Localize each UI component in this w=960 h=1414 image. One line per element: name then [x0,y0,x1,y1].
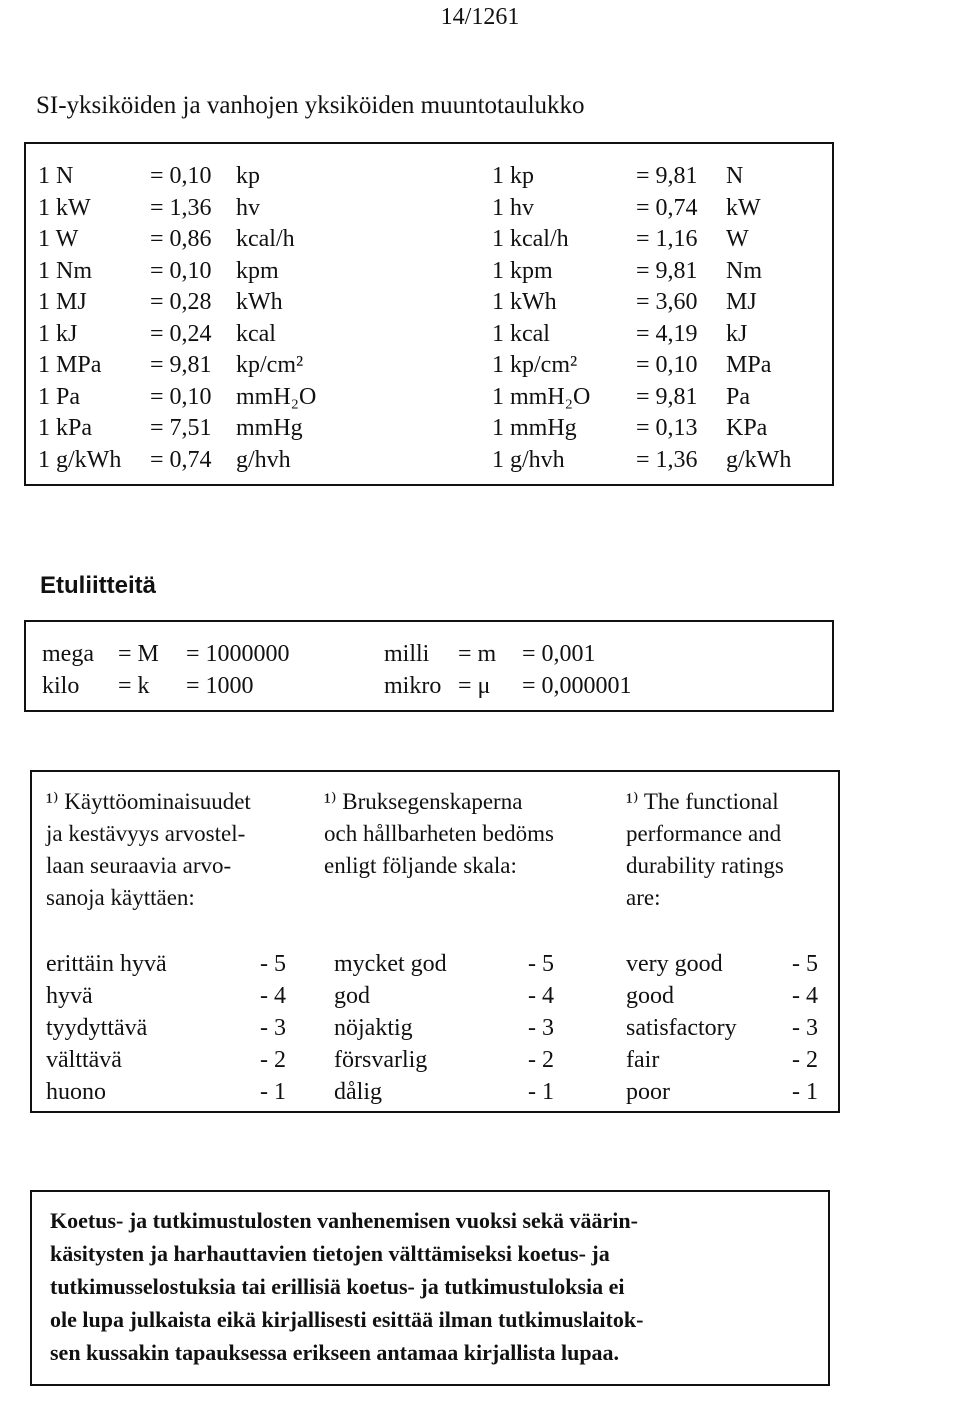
conversion-left-factor: = 0,10 [150,383,212,410]
conversion-left-factor: = 0,10 [150,257,212,284]
prefix-name: mega [42,641,94,667]
conversion-left-target: kWh [236,289,283,315]
conversion-left-target: mmHg [236,415,303,441]
rating-sv-score: - 2 [528,1047,554,1073]
conversion-right-unit: 1 kpm [492,257,553,284]
rating-sv-score: - 1 [528,1079,554,1105]
ratings-en-heading-line: durability ratings [626,853,784,878]
conversion-left-factor: = 0,74 [150,446,212,473]
notice-line: sen kussakin tapauksessa erikseen antamaa kirjallista lupaa. [50,1340,620,1365]
conversion-right-target: Pa [726,383,750,410]
conversion-left-unit: 1 Pa [38,383,80,410]
conversion-left-target: kcal [236,320,276,347]
prefix-symbol-2: = μ [458,673,491,699]
ratings-fi-heading-line: ¹⁾ Käyttöominaisuudet [46,789,251,814]
conversion-right-factor: = 9,81 [636,257,698,284]
ratings-sv-heading-line: ¹⁾ Bruksegenskaperna [324,789,523,814]
conversion-right-factor: = 0,74 [636,194,698,221]
conversion-right-unit: 1 kcal/h [492,226,569,252]
ratings-fi-heading-line: ja kestävyys arvostel- [46,821,246,846]
conversion-right-target: MJ [726,289,757,315]
rating-fi-score: - 2 [260,1047,286,1073]
conversion-left-target: g/hvh [236,446,291,473]
conversion-left-target: kp [236,163,260,189]
conversion-right-target: kW [726,194,761,221]
prefix-value-2: = 0,000001 [522,673,632,699]
prefix-section-title: Etuliitteitä [40,572,157,599]
conversion-right-factor: = 0,10 [636,352,698,378]
prefix-value-2: = 0,001 [522,641,596,667]
notice-text [50,1204,810,1369]
conversion-right-unit: 1 kWh [492,289,557,315]
conversion-left-factor: = 0,28 [150,289,212,315]
conversion-right-factor: = 1,36 [636,446,698,473]
conversion-table [24,142,834,486]
conversion-right-unit: 1 mmH₂O [492,383,591,410]
conversion-left-target: hv [236,194,260,221]
rating-fi-score: - 5 [260,951,286,977]
conversion-right-unit: 1 kp [492,163,534,189]
notice-line: ole lupa julkaista eikä kirjallisesti esittää ilman tutkimuslaitok- [50,1307,644,1332]
rating-fi-label: tyydyttävä [46,1015,148,1041]
prefix-name: kilo [42,673,80,699]
rating-fi-label: hyvä [46,983,93,1009]
rating-fi-score: - 1 [260,1079,286,1105]
conversion-left-target: mmH₂O [236,383,317,410]
conversion-left-unit: 1 kJ [38,320,78,347]
conversion-left-unit: 1 W [38,226,79,252]
ratings-sv-heading-line: och hållbarheten bedöms [324,821,554,846]
conversion-left-unit: 1 MPa [38,352,102,378]
notice-line: Koetus- ja tutkimustulosten vanhenemisen vuoksi sekä väärin- [50,1208,638,1233]
conversion-left-factor: = 0,86 [150,226,212,252]
notice-box [30,1190,830,1386]
rating-en-score: - 4 [792,983,818,1009]
conversion-left-target: kp/cm² [236,352,304,378]
notice-line: tutkimusselostuksia tai erillisiä koetus- ja tutkimustuloksia ei [50,1274,625,1299]
rating-fi-label: erittäin hyvä [46,951,167,977]
ratings-fi-heading-line: laan seuraavia arvo- [46,853,232,878]
rating-sv-label: nöjaktig [334,1015,413,1041]
ratings-table [30,770,840,1113]
rating-en-label: very good [626,951,723,977]
conversion-right-target: g/kWh [726,446,792,473]
rating-en-label: poor [626,1079,670,1105]
conversion-right-target: kJ [726,320,748,347]
rating-en-score: - 5 [792,951,818,977]
prefix-value: = 1000 [186,673,254,699]
conversion-left-factor: = 7,51 [150,415,212,441]
conversion-right-unit: 1 mmHg [492,415,577,441]
conversion-left-target: kcal/h [236,226,295,252]
ratings-fi-heading-line: sanoja käyttäen: [46,885,195,910]
conversion-right-factor: = 3,60 [636,289,698,315]
rating-en-label: satisfactory [626,1015,737,1041]
rating-sv-score: - 3 [528,1015,554,1041]
notice-line: käsitysten ja harhauttavien tietojen välttämiseksi koetus- ja [50,1241,610,1266]
conversion-right-unit: 1 hv [492,194,534,221]
conversion-right-target: KPa [726,415,768,441]
rating-sv-score: - 4 [528,983,554,1009]
conversion-left-factor: = 0,24 [150,320,212,347]
ratings-en-heading-line: ¹⁾ The functional [626,789,779,814]
prefix-table [24,620,834,712]
conversion-right-factor: = 9,81 [636,383,698,410]
ratings-sv-heading-line: enligt följande skala: [324,853,517,878]
conversion-right-factor: = 0,13 [636,415,698,441]
conversion-right-unit: 1 kcal [492,320,550,347]
rating-fi-label: välttävä [46,1047,122,1073]
rating-en-score: - 1 [792,1079,818,1105]
conversion-left-factor: = 9,81 [150,352,212,378]
ratings-en-heading-line: are: [626,885,661,910]
conversion-left-unit: 1 Nm [38,257,92,284]
rating-fi-label: huono [46,1079,106,1105]
conversion-right-target: Nm [726,257,762,284]
prefix-symbol-2: = m [458,641,497,667]
conversion-left-unit: 1 g/kWh [38,446,122,473]
conversion-left-unit: 1 N [38,163,74,189]
conversion-left-unit: 1 kPa [38,415,92,441]
conversion-right-factor: = 4,19 [636,320,698,347]
prefix-symbol: = k [118,673,150,699]
conversion-right-unit: 1 kp/cm² [492,352,578,378]
prefix-name-2: milli [384,641,430,667]
prefix-name-2: mikro [384,673,442,699]
rating-en-label: good [626,983,674,1009]
conversion-left-unit: 1 MJ [38,289,87,315]
conversion-right-unit: 1 g/hvh [492,446,565,473]
prefix-symbol: = M [118,641,159,667]
conversion-right-target: MPa [726,352,772,378]
rating-en-label: fair [626,1047,660,1073]
conversion-left-unit: 1 kW [38,194,91,221]
rating-en-score: - 2 [792,1047,818,1073]
rating-en-score: - 3 [792,1015,818,1041]
rating-sv-score: - 5 [528,951,554,977]
rating-sv-label: god [334,983,370,1009]
conversion-left-factor: = 0,10 [150,163,212,189]
conversion-right-factor: = 9,81 [636,163,698,189]
ratings-en-heading-line: performance and [626,821,782,846]
rating-fi-score: - 4 [260,983,286,1009]
page-number: 14/1261 [440,4,520,30]
conversion-right-factor: = 1,16 [636,226,698,252]
page-title: SI-yksiköiden ja vanhojen yksiköiden muuntotaulukko [36,92,585,119]
rating-sv-label: dålig [334,1079,382,1105]
prefix-value: = 1000000 [186,641,290,667]
conversion-left-factor: = 1,36 [150,194,212,221]
rating-sv-label: försvarlig [334,1047,428,1073]
conversion-right-target: N [726,163,744,189]
conversion-right-target: W [726,226,749,252]
conversion-left-target: kpm [236,257,279,284]
rating-sv-label: mycket god [334,951,447,977]
rating-fi-score: - 3 [260,1015,286,1041]
